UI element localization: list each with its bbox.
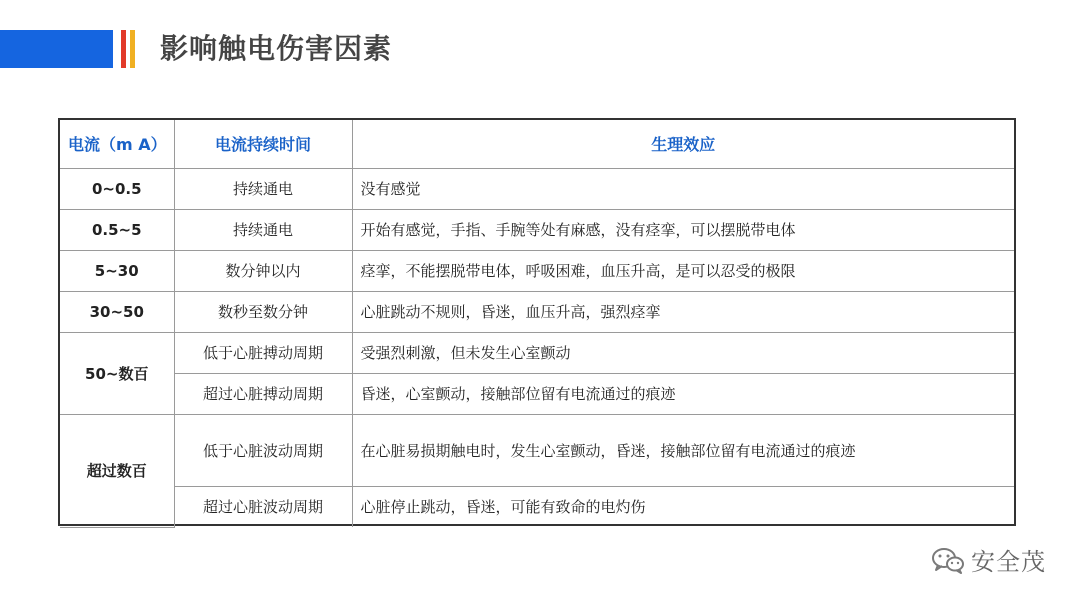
cell-effect: 没有感觉 (352, 168, 1014, 209)
cell-effect: 心脏跳动不规则，昏迷，血压升高，强烈痉挛 (352, 291, 1014, 332)
table-row (60, 291, 1014, 332)
cell-duration: 低于心脏搏动周期 (174, 332, 352, 373)
cell-current: 0~0.5 (60, 168, 174, 209)
header-red-stripe (121, 30, 126, 68)
watermark-text: 安全茂 (971, 548, 1046, 576)
cell-effect: 心脏停止跳动，昏迷，可能有致命的电灼伤 (352, 486, 1014, 527)
header-duration: 电流持续时间 (174, 120, 352, 168)
cell-effect: 在心脏易损期触电时，发生心室颤动，昏迷，接触部位留有电流通过的痕迹 (352, 414, 1014, 486)
table-row (60, 168, 1014, 209)
cell-duration: 数分钟以内 (174, 250, 352, 291)
table-row (60, 250, 1014, 291)
header-effect: 生理效应 (352, 120, 1014, 168)
watermark (931, 542, 1046, 577)
page-title: 影响触电伤害因素 (160, 32, 393, 65)
cell-effect: 痉挛，不能摆脱带电体，呼吸困难，血压升高，是可以忍受的极限 (352, 250, 1014, 291)
cell-current: 超过数百 (60, 414, 174, 527)
header-current: 电流（m A） (60, 120, 174, 168)
cell-effect: 开始有感觉，手指、手腕等处有麻感，没有痉挛，可以摆脱带电体 (352, 209, 1014, 250)
table-row (60, 373, 1014, 414)
cell-effect: 受强烈刺激，但未发生心室颤动 (352, 332, 1014, 373)
cell-current: 50~数百 (60, 332, 174, 414)
cell-effect: 昏迷，心室颤动，接触部位留有电流通过的痕迹 (352, 373, 1014, 414)
wechat-icon (931, 546, 965, 574)
table-row (60, 414, 1014, 486)
cell-duration: 持续通电 (174, 168, 352, 209)
header-blue-bar (0, 30, 113, 68)
cell-duration: 持续通电 (174, 209, 352, 250)
table-row (60, 486, 1014, 527)
cell-duration: 低于心脏波动周期 (174, 414, 352, 486)
current-effects-table (58, 118, 1016, 526)
cell-duration: 数秒至数分钟 (174, 291, 352, 332)
table-row (60, 209, 1014, 250)
cell-current: 5~30 (60, 250, 174, 291)
cell-duration: 超过心脏波动周期 (174, 486, 352, 527)
table-header-row (60, 120, 1014, 168)
cell-current: 30~50 (60, 291, 174, 332)
cell-duration: 超过心脏搏动周期 (174, 373, 352, 414)
cell-current: 0.5~5 (60, 209, 174, 250)
header-gold-stripe (130, 30, 135, 68)
table-row (60, 332, 1014, 373)
